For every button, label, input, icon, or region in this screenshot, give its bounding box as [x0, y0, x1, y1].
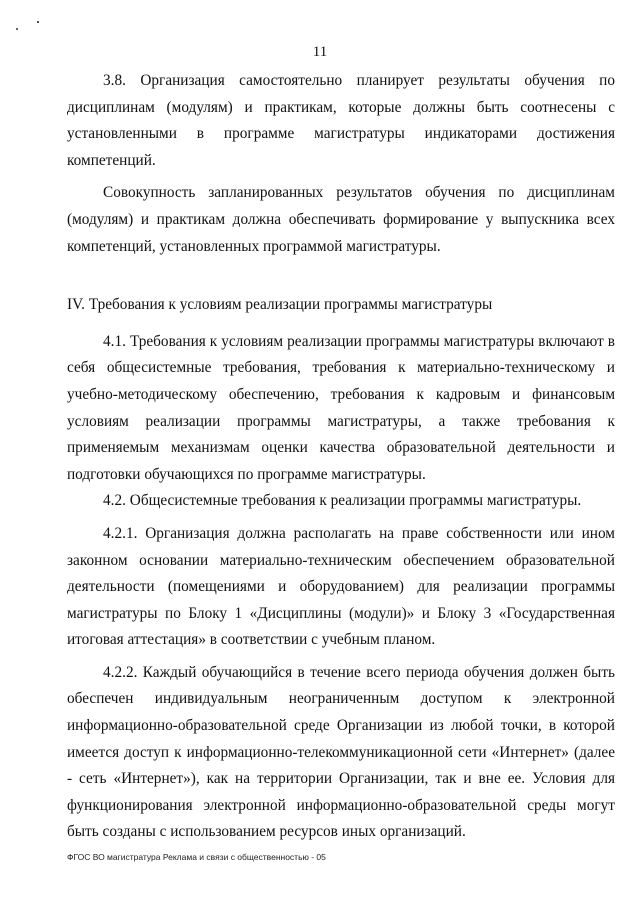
page-number: 11 — [312, 44, 328, 60]
paragraph-4-2: 4.2. Общесистемные требования к реализации программы магистратуры. — [103, 492, 582, 510]
document-body — [67, 68, 615, 846]
paragraph-3-8: 3.8. Организация самостоятельно планирует результаты обучения по дисциплинам (модулям) и практикам, которые должны быть соотнесены с установленными в программе магистратуры индикаторами достижения компетенций. — [67, 72, 615, 169]
paragraph-4-1: 4.1. Требования к условиям реализации программы магистратуры включают в себя общесистемные требования, требования к материально-техническому и учебно-методическому обеспечению, требования к кадровым и финансовым условиям реализации программы магистратуры, а также требования к применяемым механизмам оценки качества образовательной деятельности и подготовки обучающихся по программе магистратуры. — [67, 332, 615, 483]
section-heading: IV. Требования к условиям реализации программы магистратуры — [67, 296, 493, 314]
paragraph-4-2-2: 4.2.2. Каждый обучающийся в течение всего периода обучения должен быть обеспечен индивидуальным неограниченным доступом к электронной информационно-образовательной среде Организации из любой точки, в которой имеется доступ к информационно-телекоммуникационной сети «Интернет» (далее - сеть «Интернет»), как на территории Организации, так и вне ее. Условия для функционирования электронной информационно-образовательной среды могут быть созданы с использованием ресурсов иных организаций. — [67, 663, 615, 841]
scan-speck — [16, 28, 18, 30]
paragraph-results-aggregate: Совокупность запланированных результатов обучения по дисциплинам (модулям) и практикам должна обеспечивать формирование у выпускника всех компетенций, установленных программой магистратуры. — [67, 184, 615, 255]
paragraph-4-2-1: 4.2.1. Организация должна располагать на праве собственности или ином законном основании материально-техническим обеспечением образовательной деятельности (помещениями и оборудованием) для реализации программы магистратуры по Блоку 1 «Дисциплины (модули)» и Блоку 3 «Государственная итоговая аттестация» в соответствии с учебным планом. — [67, 524, 615, 649]
document-footer: ФГОС ВО магистратура Реклама и связи с общественностью - 05 — [67, 852, 326, 862]
scan-speck — [37, 21, 39, 23]
